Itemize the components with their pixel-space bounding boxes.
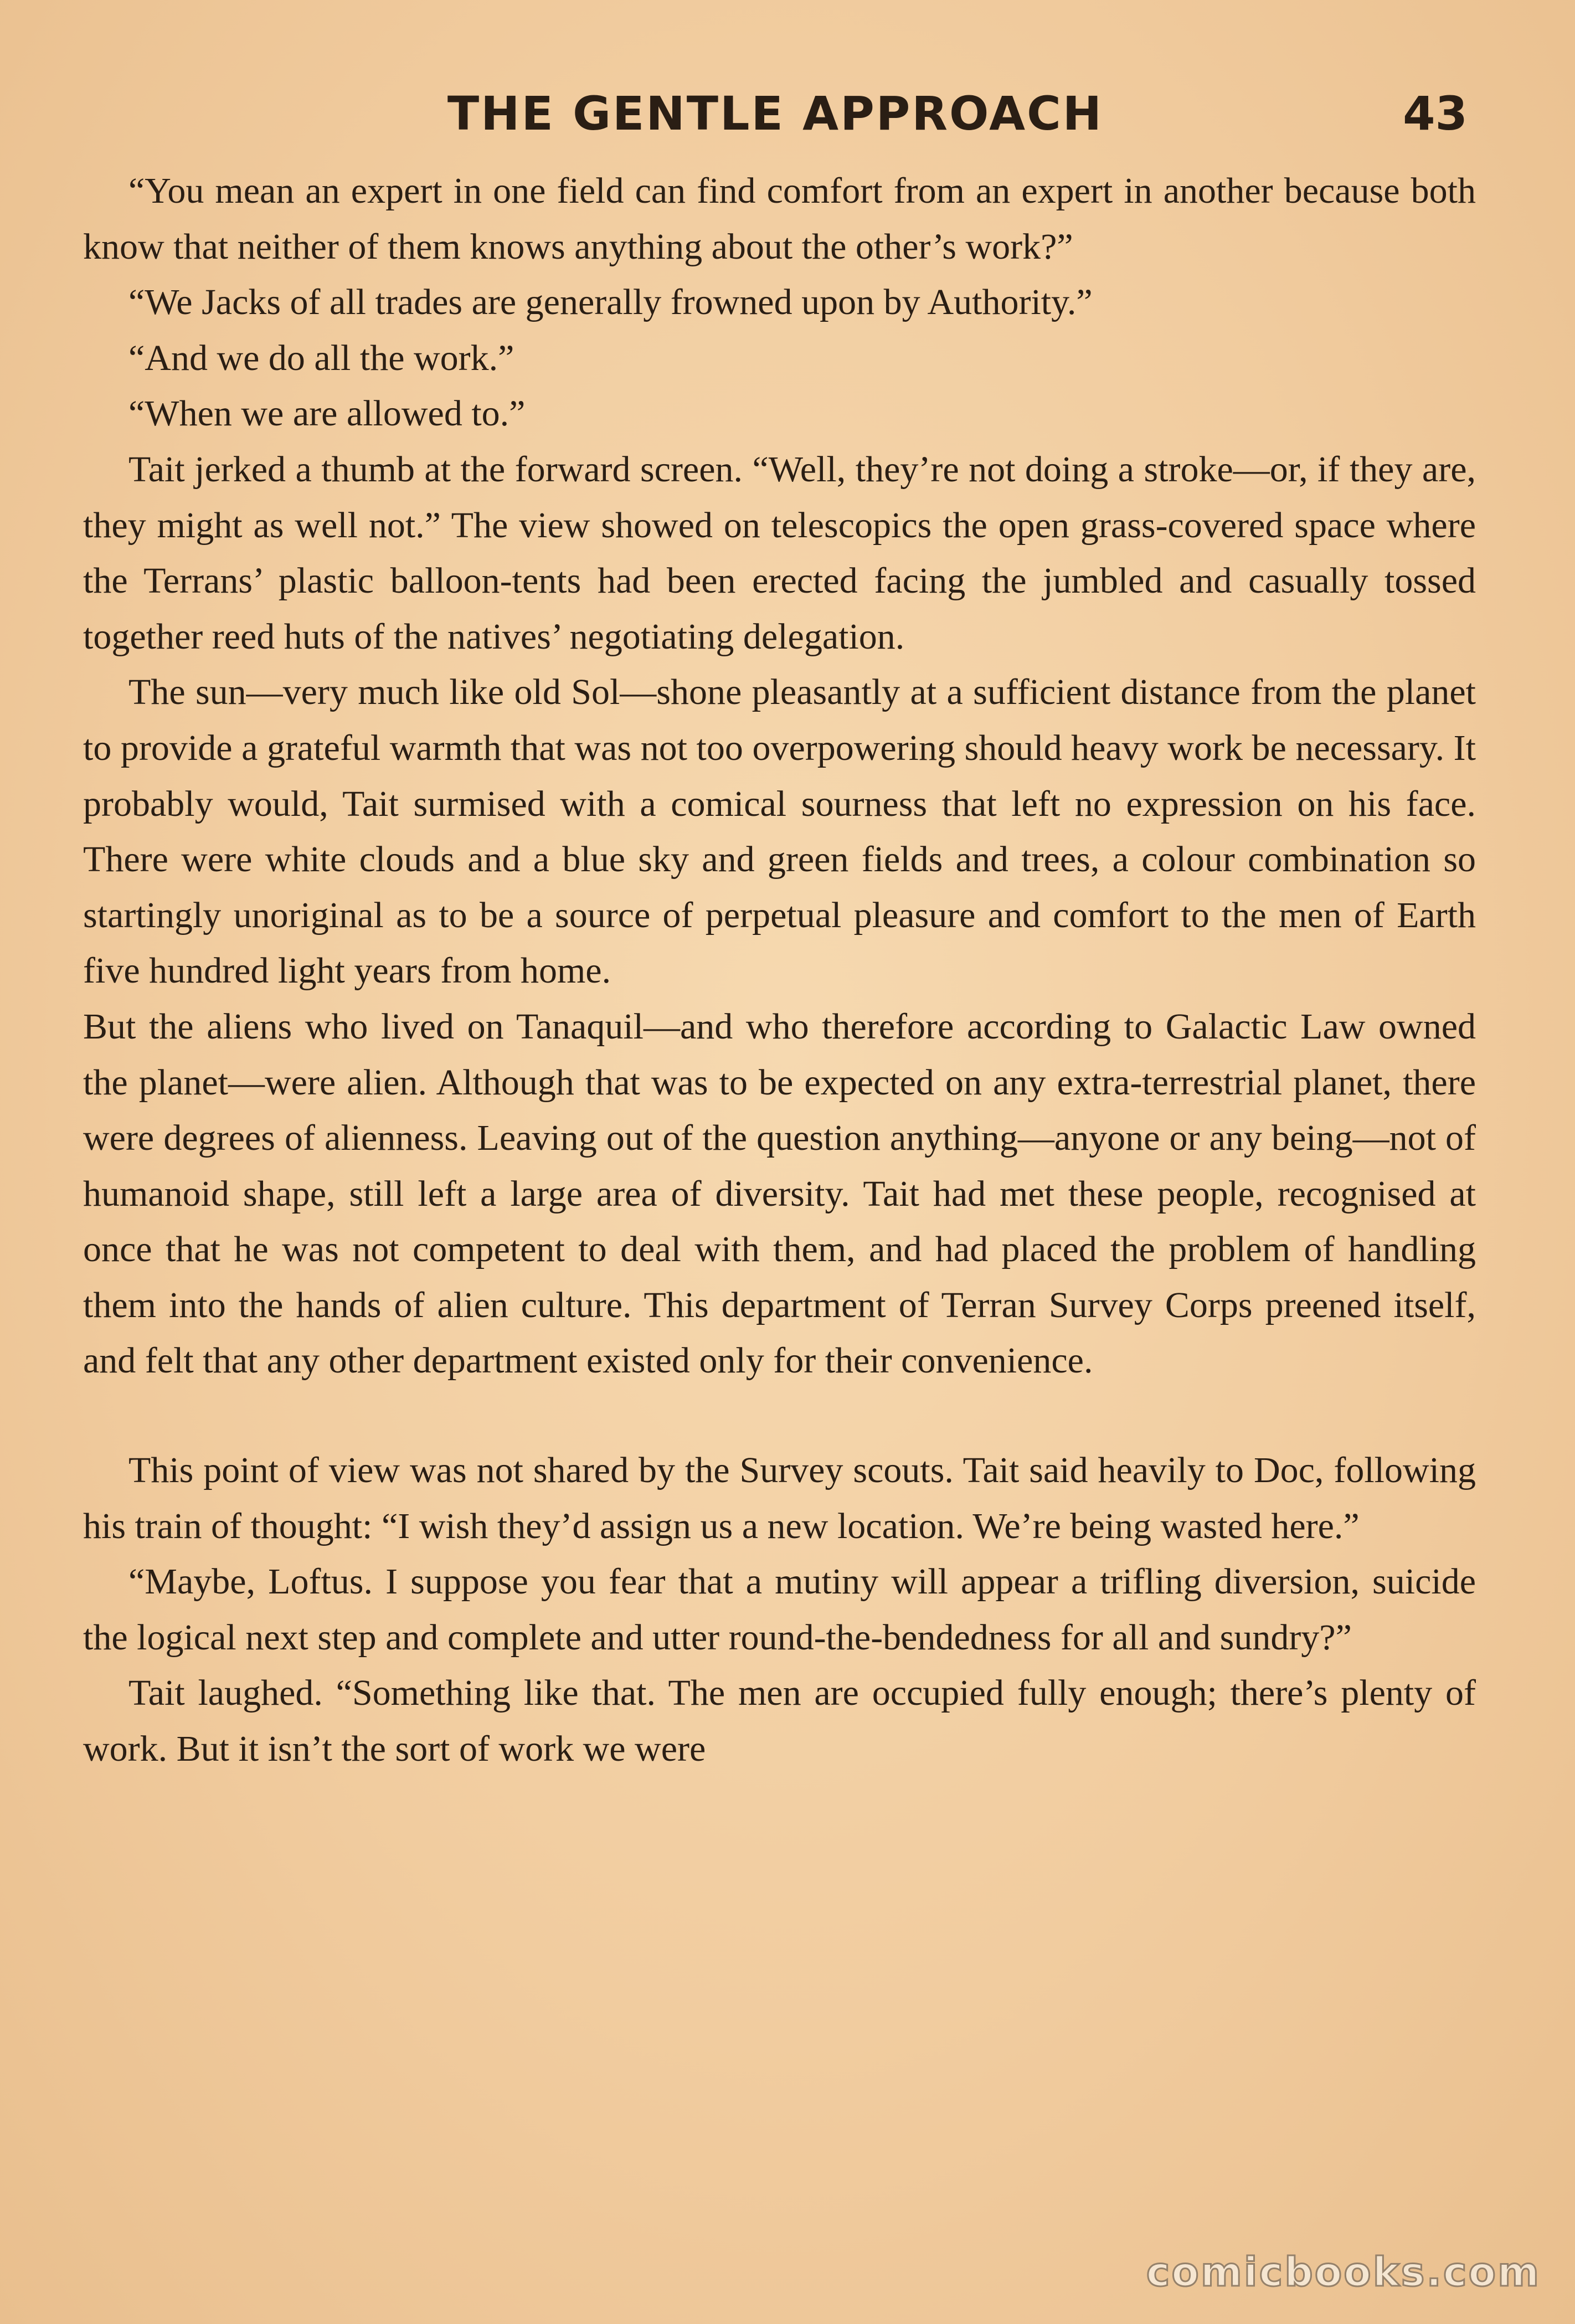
paragraph: But the aliens who lived on Tanaquil—and who therefore according to Galactic Law owned the planet—were alien. Although that was to be expected on any extra-terrestrial planet, there were degrees of alienness. Leaving out of the question anything—anyone or any being—not of humanoid shape, still left a large area of diversity. Tait had met these people, recognised at once that he was not competent to deal with them, and had placed the problem of handling them into the hands of alien culture. This department of Terran Survey Corps preened itself, and felt that any other department existed only for their convenience. — [83, 1006, 1476, 1381]
section-gap — [83, 1389, 1476, 1443]
paragraph: “And we do all the work.” — [128, 337, 514, 378]
paragraph: The sun—very much like old Sol—shone pleasantly at a sufficient distance from the planet to provide a grateful warmth that was not too overpowering should heavy work be necessary. It probably would, Tait surmised with a comical sourness that left no expression on his face. There were white clouds and a blue sky and green fields and trees, a colour combination so startingly unoriginal as to be a source of perpetual pleasure and comfort to the men of Earth five hundred light years from home. — [83, 672, 1476, 991]
paragraph: “You mean an expert in one field can find comfort from an expert in another because both know that neither of them knows anything about the other’s work?” — [83, 171, 1476, 267]
paragraph: Tait laughed. “Something like that. The men are occupied fully enough; there’s plenty of work. But it isn’t the sort of work we were — [83, 1673, 1476, 1770]
page-number: 43 — [1403, 86, 1468, 141]
paragraph: “We Jacks of all trades are generally frowned upon by Authority.” — [128, 282, 1093, 323]
paragraph: Tait jerked a thumb at the forward screen. “Well, they’re not doing a stroke—or, if they are, they might as well not.” The view showed on telescopics the open grass-covered space where the Terrans’ plastic balloon-tents had been erected facing the jumbled and casually tossed together reed huts of the natives’ negotiating delegation. — [83, 449, 1476, 657]
paragraph: “When we are allowed to.” — [128, 393, 526, 434]
paragraph: “Maybe, Loftus. I suppose you fear that a mutiny will appear a trifling diversion, suicide the logical next step and complete and utter round-the-bendedness for all and sundry?” — [83, 1561, 1476, 1658]
page-header — [83, 83, 1468, 144]
body-text — [83, 163, 1476, 1777]
watermark: comicbooks.com — [1146, 2249, 1541, 2295]
running-title: THE GENTLE APPROACH — [447, 86, 1104, 141]
paragraph: This point of view was not shared by the Survey scouts. Tait said heavily to Doc, following his train of thought: “I wish they’d assign us a new location. We’re being wasted here.” — [83, 1450, 1476, 1546]
